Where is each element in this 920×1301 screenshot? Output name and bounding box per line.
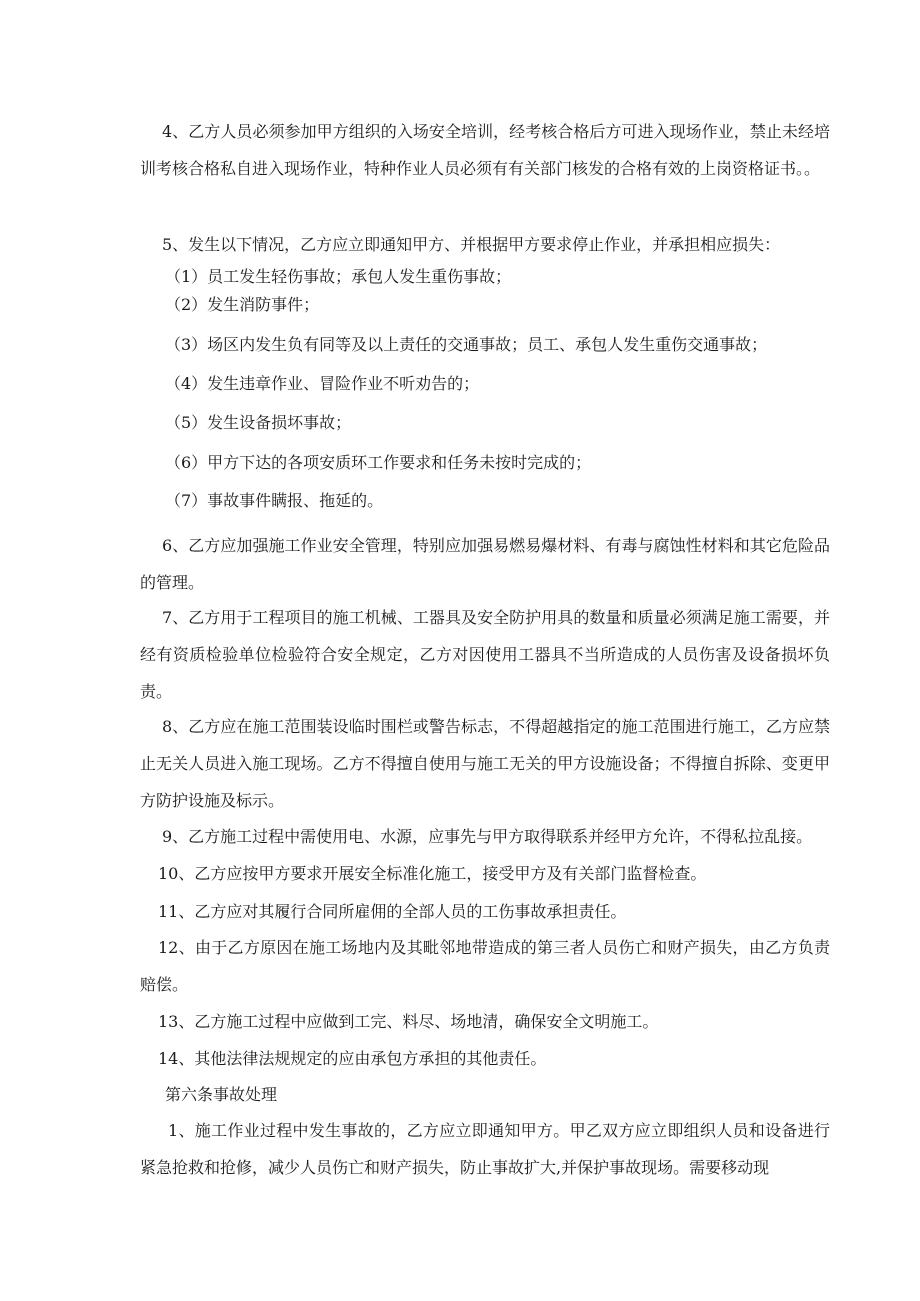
- clause-4: 4、乙方人员必须参加甲方组织的入场安全培训，经考核合格后方可进入现场作业，禁止未经培训考核合格私自进入现场作业，特种作业人员必须有有关部门核发的合格有效的上岗资格证书。。: [140, 122, 830, 178]
- clause-7: 7、乙方用于工程项目的施工机械、工器具及安全防护用具的数量和质量必须满足施工需要，并经有资质检验单位检验符合安全规定，乙方对因使用工器具不当所造成的人员伤害及设备损坏负责。: [140, 608, 830, 701]
- clause-5-item-5: （5）发生设备损坏事故；: [165, 413, 352, 432]
- clause-5-item-6: （6）甲方下达的各项安质环工作要求和任务未按时完成的；: [165, 453, 592, 472]
- article-6-clause-1: 1、施工作业过程中发生事故的，乙方应立即通知甲方。甲乙双方应立即组织人员和设备进行紧急抢救和抢修，减少人员伤亡和财产损失，防止事故扩大,并保护事故现场。需要移动现: [140, 1121, 830, 1177]
- article-6-heading: 第六条事故处理: [165, 1085, 278, 1104]
- clause-5-item-4: （4）发生违章作业、冒险作业不听劝告的；: [165, 374, 480, 393]
- clause-5-item-1: （1）员工发生轻伤事故；承包人发生重伤事故；: [165, 267, 512, 286]
- clause-5-item-2: （2）发生消防事件；: [165, 295, 320, 314]
- clause-6: 6、乙方应加强施工作业安全管理，特别应加强易燃易爆材料、有毒与腐蚀性材料和其它危险品的管理。: [140, 536, 830, 592]
- clause-8: 8、乙方应在施工范围装设临时围栏或警告标志，不得超越指定的施工范围进行施工，乙方应禁止无关人员进入施工现场。乙方不得擅自使用与施工无关的甲方设施设备；不得擅自拆除、变更甲方防护设施及标示。: [140, 717, 830, 810]
- clause-9: 9、乙方施工过程中需使用电、水源，应事先与甲方取得联系并经甲方允许，不得私拉乱接。: [162, 827, 813, 846]
- clause-12: 12、由于乙方原因在施工场地内及其毗邻地带造成的第三者人员伤亡和财产损失，由乙方负责赔偿。: [140, 938, 830, 994]
- clause-10: 10、乙方应按甲方要求开展安全标准化施工，接受甲方及有关部门监督检查。: [158, 864, 707, 883]
- clause-5: 5、发生以下情况，乙方应立即通知甲方、并根据甲方要求停止作业，并承担相应损失：: [162, 235, 781, 254]
- clause-13: 13、乙方施工过程中应做到工完、料尽、场地清，确保安全文明施工。: [158, 1012, 659, 1031]
- clause-5-item-7: （7）事故事件瞒报、拖延的。: [165, 491, 384, 510]
- clause-5-item-3: （3）场区内发生负有同等及以上责任的交通事故；员工、承包人发生重伤交通事故；: [165, 335, 768, 354]
- clause-11: 11、乙方应对其履行合同所雇佣的全部人员的工伤事故承担责任。: [158, 902, 627, 921]
- clause-14: 14、其他法律法规规定的应由承包方承担的其他责任。: [158, 1049, 547, 1068]
